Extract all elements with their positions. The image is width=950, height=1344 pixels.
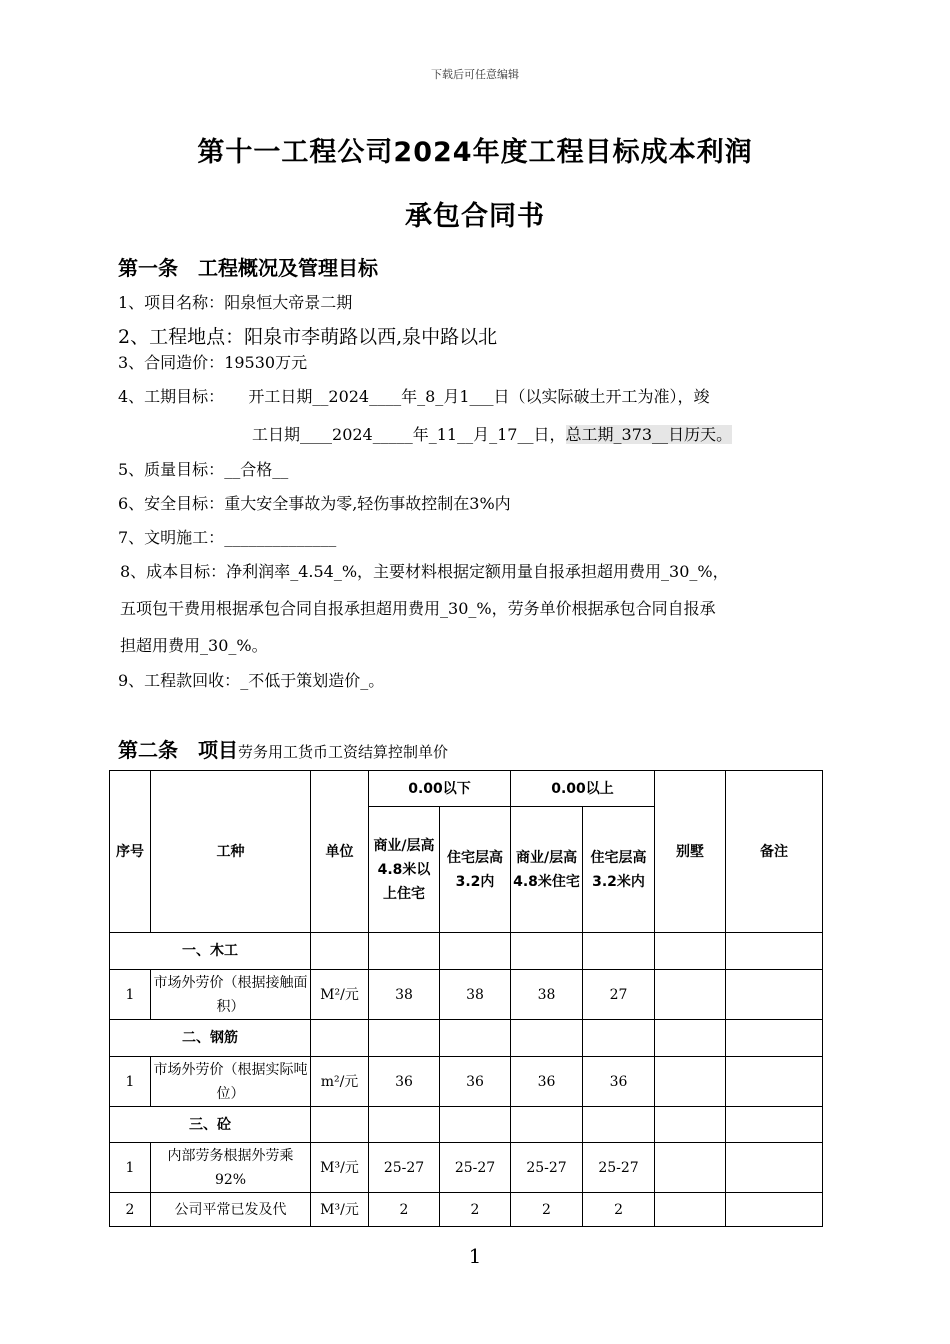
cell-value: 38 xyxy=(369,970,440,1020)
item8-line3-text: 担超用费用 xyxy=(120,636,201,655)
item8-profit-rate: _4.54_ xyxy=(290,562,342,581)
item7-value: ______________ xyxy=(224,528,337,547)
item6-label: 6、安全目标： xyxy=(118,494,225,513)
item4-end-month-unit: 月 xyxy=(473,425,490,444)
section-row xyxy=(110,933,823,970)
header-below-zero: 0.00以下 xyxy=(369,771,511,807)
cell-seq: 1 xyxy=(110,1143,151,1193)
cell-unit: M³/元 xyxy=(311,1143,369,1193)
item8-line3-text-b: %。 xyxy=(236,636,268,655)
table-row xyxy=(110,970,823,1020)
item8-line2-text-b: %，劳务单价根据承包合同自报承 xyxy=(476,599,716,618)
item8-labor-rate: _30_ xyxy=(200,636,237,655)
article2-heading-text: 第二条 项目 xyxy=(118,738,238,762)
item9-value: _不低于策划造价_ xyxy=(240,671,369,690)
item4-end-day: _17__ xyxy=(489,425,534,444)
cell-value: 2 xyxy=(583,1193,655,1227)
item3 xyxy=(118,350,307,373)
section-row xyxy=(110,1107,823,1143)
cell-remarks xyxy=(726,1143,823,1193)
item3-value: 19530万元 xyxy=(224,353,308,372)
item5 xyxy=(118,457,288,480)
cell-value: 25-27 xyxy=(440,1143,511,1193)
item4-end-year: ____2024_____ xyxy=(300,425,413,444)
item9-suffix: 。 xyxy=(368,671,385,690)
cell-seq: 1 xyxy=(110,1057,151,1107)
header-below-commercial: 商业/层高4.8米以上住宅 xyxy=(369,807,440,933)
item1 xyxy=(118,290,352,313)
item5-value: __合格__ xyxy=(224,460,289,479)
item4-label: 4、工期目标： xyxy=(118,387,225,406)
cell-trade: 内部劳务根据外劳乘92% xyxy=(151,1143,311,1193)
cell-value: 2 xyxy=(440,1193,511,1227)
cell-value: 25-27 xyxy=(583,1143,655,1193)
item4-start-month: _8_ xyxy=(417,387,444,406)
cell-value: 27 xyxy=(583,970,655,1020)
watermark-text: 下载后可任意编辑 xyxy=(431,68,519,81)
item4-month-unit: 月 xyxy=(443,387,460,406)
cell-value: 25-27 xyxy=(511,1143,583,1193)
item9-label: 9、工程款回收： xyxy=(118,671,241,690)
cell-value: 38 xyxy=(511,970,583,1020)
cell-trade: 公司平常已发及代 xyxy=(151,1193,311,1227)
cell-value: 36 xyxy=(511,1057,583,1107)
header-below-residential: 住宅层高3.2内 xyxy=(440,807,511,933)
article1-heading: 第一条 工程概况及管理目标 xyxy=(118,256,378,280)
header-seq: 序号 xyxy=(110,771,151,933)
cell-remarks xyxy=(726,1057,823,1107)
cell-value: 25-27 xyxy=(369,1143,440,1193)
header-remarks: 备注 xyxy=(726,771,823,933)
item2-label: 2、工程地点： xyxy=(118,326,245,348)
page-number: 1 xyxy=(468,1244,482,1268)
cell-unit: m²/元 xyxy=(311,1057,369,1107)
item8-line3 xyxy=(120,633,268,656)
cell-value: 2 xyxy=(511,1193,583,1227)
header-above-zero: 0.00以上 xyxy=(511,771,655,807)
item4-end-year-unit: 年 xyxy=(412,425,429,444)
cell-remarks xyxy=(726,970,823,1020)
cell-villa xyxy=(655,1193,726,1227)
item8-line2 xyxy=(120,596,716,619)
item7 xyxy=(118,525,336,548)
table-row xyxy=(110,1193,823,1227)
cell-trade: 市场外劳价（根据实际吨位） xyxy=(151,1057,311,1107)
cell-seq: 2 xyxy=(110,1193,151,1227)
item4-total-suffix: 日历天。 xyxy=(668,425,733,444)
item4-year-unit: 年 xyxy=(401,387,418,406)
cell-value: 38 xyxy=(440,970,511,1020)
cell-trade: 市场外劳价（根据接触面积） xyxy=(151,970,311,1020)
header-villa: 别墅 xyxy=(655,771,726,933)
cell-value: 36 xyxy=(369,1057,440,1107)
cell-value: 2 xyxy=(369,1193,440,1227)
table-row xyxy=(110,1143,823,1193)
item1-label: 1、项目名称： xyxy=(118,293,225,312)
item1-value: 阳泉恒大帝景二期 xyxy=(224,293,353,312)
cell-villa xyxy=(655,1143,726,1193)
item4-start-day: 1___ xyxy=(459,387,494,406)
cell-value: 36 xyxy=(440,1057,511,1107)
cell-unit: M²/元 xyxy=(311,970,369,1020)
item4-end-month: _11__ xyxy=(428,425,474,444)
item8-line2-text: 五项包干费用根据承包合同自报承担超用费用 xyxy=(120,599,441,618)
item9 xyxy=(118,668,384,691)
item8-material-rate: _30_ xyxy=(661,562,698,581)
article2-heading xyxy=(118,734,448,763)
header-unit: 单位 xyxy=(311,771,369,933)
document-title-line1: 第十一工程公司2024年度工程目标成本利润 xyxy=(197,137,753,168)
labor-price-table xyxy=(109,770,823,1227)
section-title: 二、钢筋 xyxy=(110,1020,311,1057)
cell-unit: M³/元 xyxy=(311,1193,369,1227)
item6 xyxy=(118,491,511,514)
item8-line1-text: 8、成本目标：净利润率 xyxy=(120,562,291,581)
header-above-residential: 住宅层高3.2米内 xyxy=(583,807,655,933)
cell-value: 36 xyxy=(583,1057,655,1107)
item2-value: 阳泉市李萌路以西,泉中路以北 xyxy=(244,326,498,348)
item4-start-prefix: 开工日期 xyxy=(248,387,313,406)
item8-five-rate: _30_ xyxy=(440,599,477,618)
cell-villa xyxy=(655,970,726,1020)
item8-line1-text-c: %， xyxy=(697,562,729,581)
section-title: 一、木工 xyxy=(110,933,311,970)
item4-line2 xyxy=(252,422,732,445)
table-row xyxy=(110,1057,823,1107)
cell-seq: 1 xyxy=(110,970,151,1020)
section-title: 三、砼 xyxy=(110,1107,311,1143)
header-above-commercial: 商业/层高4.8米住宅 xyxy=(511,807,583,933)
article2-heading-tail: 劳务用工货币工资结算控制单价 xyxy=(238,743,449,761)
item4-end-prefix: 工日期 xyxy=(252,425,301,444)
item3-label: 3、合同造价： xyxy=(118,353,225,372)
item7-label: 7、文明施工： xyxy=(118,528,225,547)
item2 xyxy=(118,322,497,349)
section-row xyxy=(110,1020,823,1057)
item8-line1-text-b: %，主要材料根据定额用量自报承担超用费用 xyxy=(341,562,662,581)
item5-label: 5、质量目标： xyxy=(118,460,225,479)
item4-day-unit: 日（以实际破土开工为准），竣 xyxy=(493,387,710,406)
item4-total-days: _373__ xyxy=(613,425,669,444)
item8-line1 xyxy=(120,559,729,582)
item4-line1 xyxy=(118,384,710,407)
item6-value: 重大安全事故为零,轻伤事故控制在3%内 xyxy=(224,494,511,513)
document-title-line2: 承包合同书 xyxy=(405,201,545,232)
item4-start-year: __2024____ xyxy=(312,387,402,406)
item4-total-prefix: 总工期 xyxy=(565,425,614,444)
cell-remarks xyxy=(726,1193,823,1227)
item4-end-suffix: 日， xyxy=(533,425,566,444)
cell-villa xyxy=(655,1057,726,1107)
header-trade: 工种 xyxy=(151,771,311,933)
